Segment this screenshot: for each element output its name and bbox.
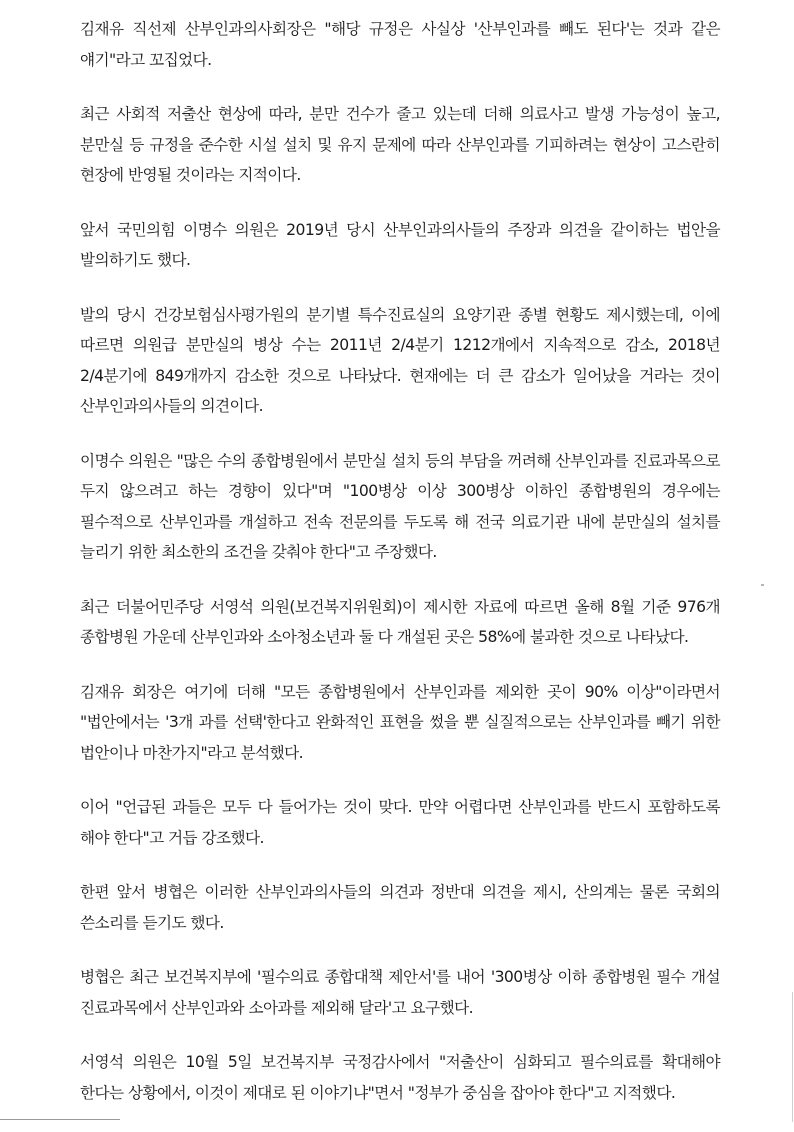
paragraph-8: 이어 "언급된 과들은 모두 다 들어가는 것이 맞다. 만약 어렵다면 산부인과를 반드시 포함하도록 해야 한다"고 거듭 강조했다. (80, 798, 720, 847)
scan-bottom-edge-line (0, 1119, 120, 1120)
scan-speck (761, 584, 764, 586)
paragraph-7: 김재유 회장은 여기에 더해 "모든 종합병원에서 산부인과를 제외한 곳이 90% 이상"이라면서 "법안에서는 '3개 과를 선택'한다고 완화적인 표현을 썼을 뿐 실질적으로는 산부인과를 빼기 위한 법안이나 마찬가지"라고 분석했다. (80, 682, 720, 762)
paragraph-6: 최근 더불어민주당 서영석 의원(보건복지위원회)이 제시한 자료에 따르면 올해 8월 기준 976개 종합병원 가운데 산부인과와 소아청소년과 둘 다 개설된 곳은 58%에 불과한 것으로 나타났다. (80, 597, 720, 646)
paragraph-3: 앞서 국민의힘 이명수 의원은 2019년 당시 산부인과의사들의 주장과 의견을 같이하는 법안을 발의하기도 했다. (80, 220, 720, 269)
paragraph-1: 김재유 직선제 산부인과의사회장은 "해당 규정은 사실상 '산부인과를 빼도 된다'는 것과 같은 얘기"라고 꼬집었다. (80, 20, 720, 69)
paragraph-10: 병협은 최근 보건복지부에 '필수의료 종합대책 제안서'를 내어 '300병상 이하 종합병원 필수 개설 진료과목에서 산부인과와 소아과를 제외해 달라'고 요구했다. (80, 968, 720, 1017)
paragraph-4: 발의 당시 건강보험심사평가원의 분기별 특수진료실의 요양기관 종별 현황도 제시했는데, 이에 따르면 의원급 분만실의 병상 수는 2011년 2/4분기 1212개에서 지속적으로 감소, 2018년 2/4분기에 849개까지 감소한 것으로 나타났다. 현재에는 더 큰 감소가 일어났을 거라는 것이 산부인과의사들의 의견이다. (80, 305, 720, 415)
paragraph-2: 최근 사회적 저출산 현상에 따라, 분만 건수가 줄고 있는데 더해 의료사고 발생 가능성이 높고, 분만실 등 규정을 준수한 시설 설치 및 유지 문제에 따라 산부인과를 기피하려는 현상이 고스란히 현장에 반영될 것이라는 지적이다. (80, 105, 720, 184)
paragraph-9: 한편 앞서 병협은 이러한 산부인과의사들의 의견과 정반대 의견을 제시, 산의계는 물론 국회의 쓴소리를 듣기도 했다. (80, 883, 720, 932)
scan-right-edge-line (792, 992, 793, 1122)
paragraph-5: 이명수 의원은 "많은 수의 종합병원에서 분만실 설치 등의 부담을 꺼려해 산부인과를 진료과목으로 두지 않으려고 하는 경향이 있다"며 "100병상 이상 300병상 이하인 종합병원의 경우에는 필수적으로 산부인과를 개설하고 전속 전문의를 두도록 해 전국 의료기관 내에 분만실의 설치를 늘리기 위한 최소한의 조건을 갖춰야 한다"고 주장했다. (80, 451, 720, 561)
paragraph-11: 서영석 의원은 10월 5일 보건복지부 국정감사에서 "저출산이 심화되고 필수의료를 확대해야 한다는 상황에서, 이것이 제대로 된 이야기냐"면서 "정부가 중심을 잡아야 한다"고 지적했다. (80, 1053, 720, 1102)
article-body (80, 14, 720, 1132)
